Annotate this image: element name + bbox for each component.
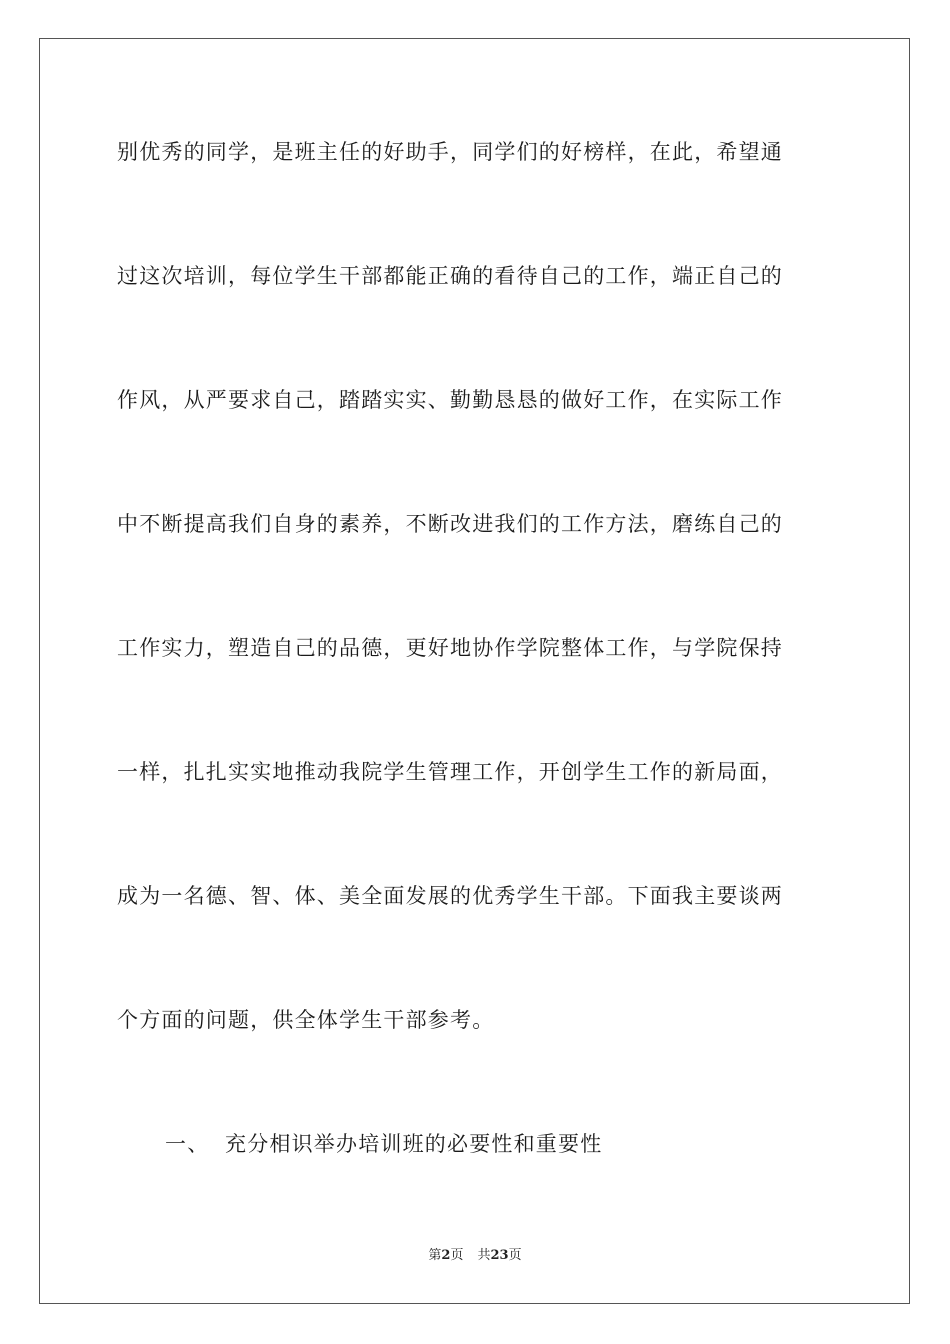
section-number: 一、: [165, 1132, 210, 1156]
page-border: [39, 38, 910, 1304]
section-title: 充分相识举办培训班的必要性和重要性: [225, 1132, 603, 1156]
page-number: 2: [441, 1248, 451, 1263]
paragraph-line: 作风，从严要求自己，踏踏实实、勤勤恳恳的做好工作，在实际工作: [117, 388, 783, 412]
total-suffix: 页: [508, 1248, 522, 1263]
total-pages: 23: [490, 1248, 509, 1263]
page-prefix: 第: [428, 1248, 442, 1263]
paragraph-line: 成为一名德、智、体、美全面发展的优秀学生干部。下面我主要谈两: [117, 884, 783, 908]
page-suffix: 页: [450, 1248, 464, 1263]
paragraph-line: 中不断提高我们自身的素养，不断改进我们的工作方法，磨练自己的: [117, 512, 783, 536]
total-prefix: 共: [477, 1248, 491, 1263]
page-footer: [0, 1247, 950, 1265]
section-heading: [165, 1130, 765, 1158]
paragraph-line: 一样，扎扎实实地推动我院学生管理工作，开创学生工作的新局面，: [117, 760, 783, 784]
paragraph-line: 工作实力，塑造自己的品德，更好地协作学院整体工作，与学院保持: [117, 636, 783, 660]
paragraph-line: 别优秀的同学，是班主任的好助手，同学们的好榜样，在此，希望通: [117, 140, 783, 164]
paragraph-line: 个方面的问题，供全体学生干部参考。: [117, 1008, 495, 1032]
paragraph-line: 过这次培训，每位学生干部都能正确的看待自己的工作，端正自己的: [117, 264, 783, 288]
